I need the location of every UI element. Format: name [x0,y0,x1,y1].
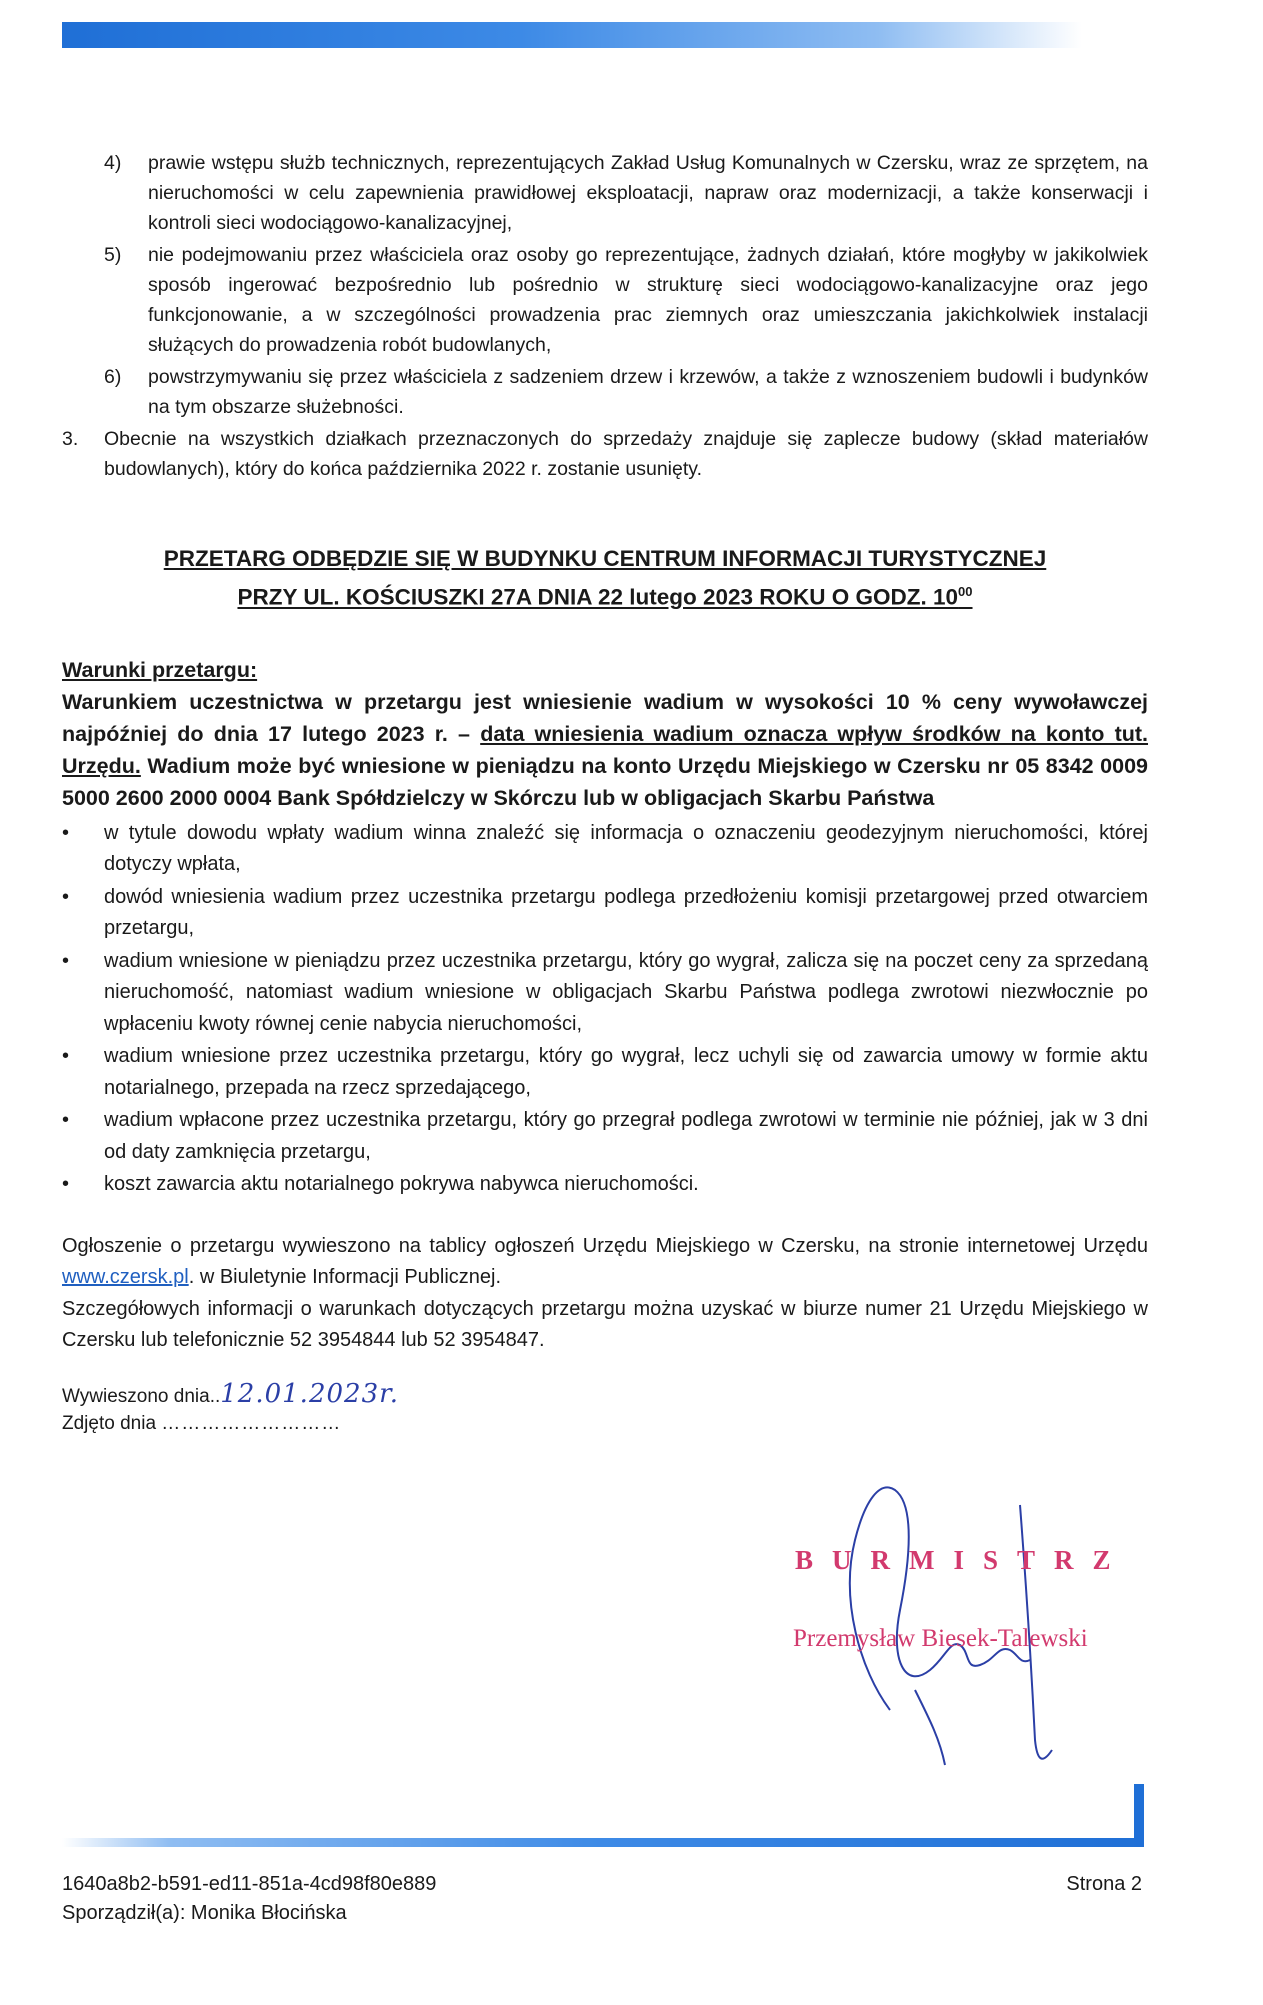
bullet-icon: • [62,949,70,972]
servitude-conditions-list [62,148,1148,422]
bullet-icon: • [62,1045,70,1067]
conditions-text: Warunkiem uczestnictwa w przetargu jest wniesienie wadium w wysokości 10 % ceny wywoławczej najpóźniej do dnia 17 lutego 2023 r. – data wniesienia wadium oznacza wpływ środków na konto tut. Urzędu. Wadium może być wniesione w pieniądzu na konto Urzędu Miejskiego w Czersku nr 05 8342 0009 5000 2600 2000 0004 Bank Spółdzielczy w Skórczu lub w obligacjach Skarbu Państwa [62,689,1149,810]
author-line: Sporządził(a): Monika Błocińska [62,1902,347,1924]
announcement-line-1: PRZETARG ODBĘDZIE SIĘ W BUDYNKU CENTRUM INFORMACJI TURYSTYCZNEJ [163,546,1047,571]
document-id: 1640a8b2-b591-ed11-851a-4cd98f80e889 [62,1873,437,1895]
auction-conditions [62,654,1148,814]
list-item: • wadium wniesione w pieniądzu przez uczestnika przetargu, który go wygrał, zalicza się na poczet ceny za sprzedaną nieruchomość, natomiast wadium wniesione w obligacjach Skarbu Państwa podlega zwrotowi niezwłocznie po wpłaceniu kwoty równej cenie nabycia nieruchomości, [62,946,1148,1041]
list-item: • wadium wniesione przez uczestnika przetargu, który go wygrał, lecz uchyli się od zawarcia umowy w formie aktu notarialnego, przepada na rzecz sprzedającego, [62,1041,1148,1104]
stamp-name: Przemysław Biesek-Talewski [793,1625,1088,1652]
bullet-icon: • [62,821,70,844]
point-3: 3. Obecnie na wszystkich działkach przeznaczonych do sprzedaży znajduje się zaplecze budowy (skład materiałów budowlanych), który do końca października 2022 r. zostanie usunięty. [62,428,1148,480]
list-item: • dowód wniesienia wadium przez uczestnika przetargu podlega przedłożeniu komisji przetargowej przed otwarciem przetargu, [62,882,1148,945]
page-footer [62,1870,1142,1928]
publication-notice [62,1231,1148,1357]
list-item: • wadium wpłacone przez uczestnika przetargu, który go przegrał podlega zwrotowi w terminie nie później, jak w 3 dni od daty zamknięcia przetargu, [62,1105,1148,1168]
announcement-line-2: PRZY UL. KOŚCIUSZKI 27A DNIA 22 lutego 2023 ROKU O GODZ. $10^{00}$ [237,584,973,610]
bullet-icon: • [62,885,70,908]
footer-accent-bar [62,1838,1142,1847]
page-number: Strona 2 [1066,1873,1142,1895]
header-accent-bar [62,22,1082,48]
notice-paragraph-2: Szczegółowych informacji o warunkach dotyczących przetargu można uzyskać w biurze numer 21 Urzędu Miejskiego w Czersku lub telefonicznie 52 3954844 lub 52 3954847. [62,1297,1148,1351]
handwritten-date: 12.01.2023r. [220,1378,399,1409]
notice-paragraph-1: Ogłoszenie o przetargu wywieszono na tablicy ogłoszeń Urzędu Miejskiego w Czersku, na stronie internetowej Urzędu www.czersk.pl. w Biuletynie Informacji Publicznej. [62,1234,1148,1288]
list-item: 4) prawie wstępu służb technicznych, reprezentujących Zakład Usług Komunalnych w Czersku, wraz ze sprzętem, na nieruchomości w celu zapewnienia prawidłowej eksploatacji, napraw oraz modernizacji, a także konserwacji i kontroli sieci wodociągowo-kanalizacyjnej, [104,152,1148,234]
auction-announcement [62,542,1148,614]
removed-date-line: Zdjęto dnia ……………………… [62,1412,342,1434]
website-link[interactable]: www.czersk.pl [62,1266,189,1288]
stamp-title: BURMISTRZ [795,1545,1130,1575]
list-item: • w tytule dowodu wpłaty wadium winna znaleźć się informacja o oznaczeniu geodezyjnym nieruchomości, której dotyczy wpłata, [62,818,1148,881]
posted-date-line: Wywieszono dnia..12.01.2023r. [62,1378,399,1409]
handwritten-signature [820,1420,1080,1770]
bullet-icon: • [62,1109,70,1131]
bullet-icon: • [62,1173,70,1195]
list-item: 6) powstrzymywaniu się przez właściciela z sadzeniem drzew i krzewów, a także z wznoszeniem budowli i budynków na tym obszarze służebności. [104,366,1148,418]
conditions-heading: Warunki przetargu: [62,657,258,682]
deposit-rules-list [62,818,1148,1201]
list-item: • koszt zawarcia aktu notarialnego pokrywa nabywca nieruchomości. [62,1169,1148,1201]
document-body [62,148,1148,1437]
list-item: 5) nie podejmowaniu przez właściciela oraz osoby go reprezentujące, żadnych działań, które mogłyby w jakikolwiek sposób ingerować bezpośrednio lub pośrednio w strukturę sieci wodociągowo-kanalizacyjne oraz jego funkcjonowanie, a w szczególności prowadzenia prac ziemnych oraz umieszczania jakichkolwiek instalacji służących do prowadzenia robót budowlanych, [104,244,1148,356]
